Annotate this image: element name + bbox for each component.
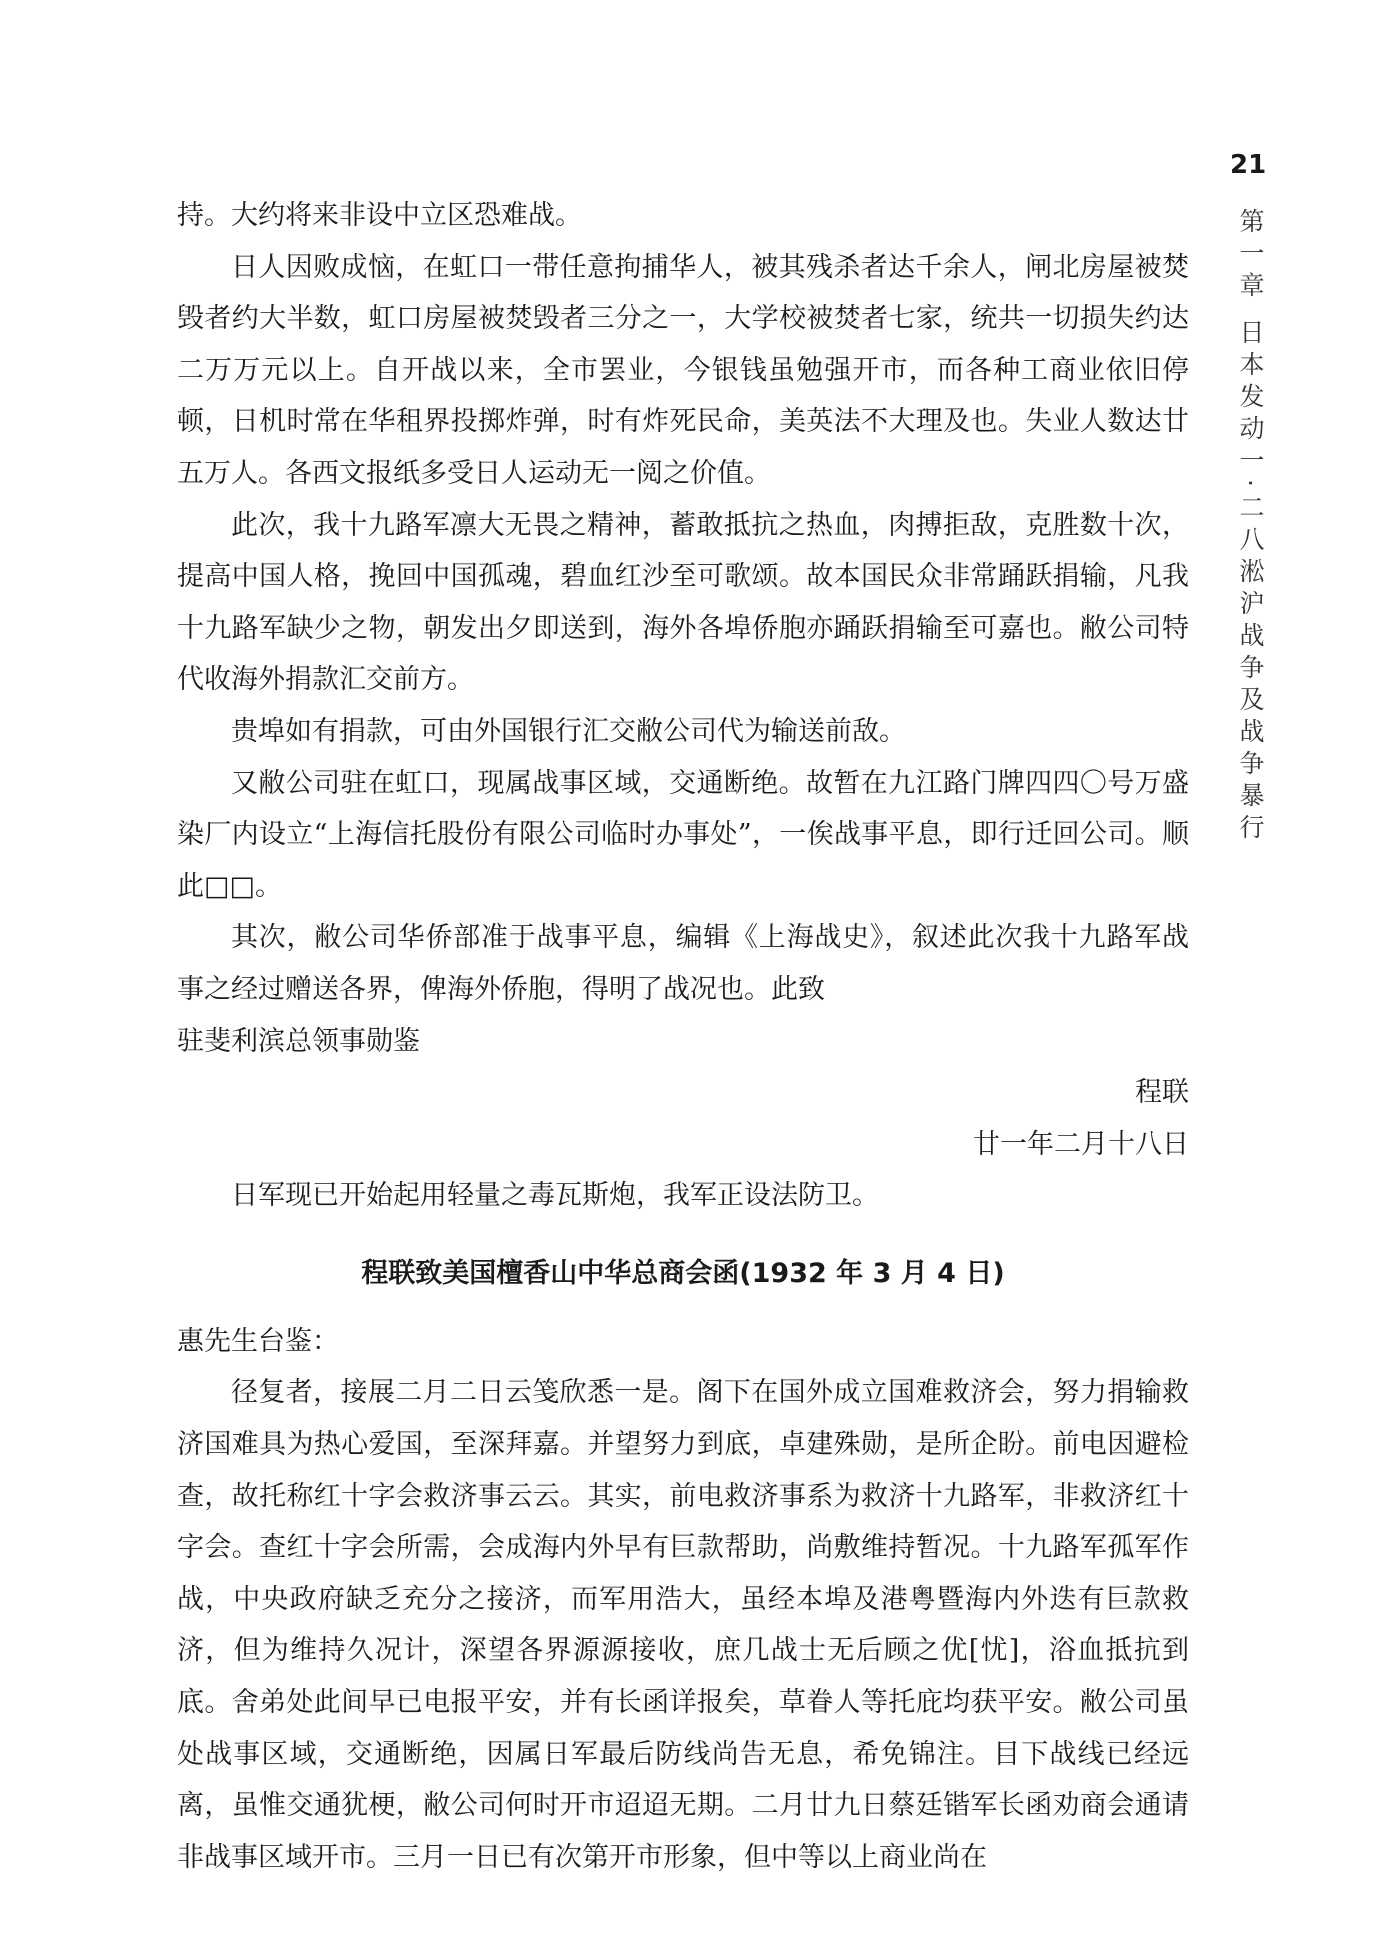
letter1-paragraph: 此次，我十九路军凛大无畏之精神，蓄敢抵抗之热血，肉搏拒敌，克胜数十次，提高中国人格，挽回中国孤魂，碧血红沙至可歌颂。故本国民众非常踊跃捐输，凡我十九路军缺少之物，朝发出夕即送到，海外各埠侨胞亦踊跃捐输至可嘉也。敝公司特代收海外捐款汇交前方。 (177, 509, 1189, 696)
page-number: 21 (1230, 150, 1267, 180)
letter1-recipient: 驻斐利滨总领事勋鉴 (177, 1025, 420, 1057)
letter1-paragraph: 其次，敝公司华侨部准于战事平息，编辑《上海战史》，叙述此次我十九路军战事之经过赠送各界，俾海外侨胞，得明了战况也。此致 (177, 922, 1189, 1005)
letter2-salutation: 惠先生台鉴： (177, 1325, 339, 1357)
letter1-signature: 程联 (1135, 1077, 1189, 1109)
letter1-paragraph: 又敝公司驻在虹口，现属战事区域，交通断绝。故暂在九江路门牌四四〇号万盛染厂内设立“上海信托股份有限公司临时办事处”，一俟战事平息，即行迁回公司。顺此□□。 (177, 767, 1189, 902)
letter1-paragraph: 日人因败成恼，在虹口一带任意拘捕华人，被其残杀者达千余人，闸北房屋被焚毁者约大半数，虹口房屋被焚毁者三分之一，大学校被焚者七家，统共一切损失约达二万万元以上。自开战以来，全市罢业，今银钱虽勉强开市，而各种工商业依旧停顿，日机时常在华租界投掷炸弹，时有炸死民命，美英法不大理及也。失业人数达廿五万人。各西文报纸多受日人运动无一阅之价值。 (177, 251, 1189, 489)
page-body (177, 190, 1189, 1883)
letter1-postscript: 日军现已开始起用轻量之毒瓦斯炮，我军正设法防卫。 (231, 1180, 879, 1212)
letter1-paragraph: 持。大约将来非设中立区恐难战。 (177, 200, 582, 231)
letter1-paragraph: 贵埠如有捐款，可由外国银行汇交敝公司代为输送前敌。 (231, 715, 906, 747)
letter2-heading: 程联致美国檀香山中华总商会函(1932 年 3 月 4 日) (361, 1257, 1005, 1289)
letter1-date: 廿一年二月十八日 (973, 1128, 1189, 1160)
letter2-paragraph: 径复者，接展二月二日云笺欣悉一是。阁下在国外成立国难救济会，努力捐输救济国难具为热心爱国，至深拜嘉。并望努力到底，卓建殊勋，是所企盼。前电因避检查，故托称红十字会救济事云云。其实，前电救济事系为救济十九路军，非救济红十字会。查红十字会所需，会成海内外早有巨款帮助，尚敷维持暂况。十九路军孤军作战，中央政府缺乏充分之接济，而军用浩大，虽经本埠及港粤暨海内外迭有巨款救济，但为维持久况计，深望各界源源接收，庶几战士无后顾之优[忧]，浴血抵抗到底。舍弟处此间早已电报平安，并有长函详报矣，草眷人等托庇均获平安。敝公司虽处战事区域，交通断绝，因属日军最后防线尚告无息，希免锦注。目下战线已经远离，虽惟交通犹梗，敝公司何时开市迢迢无期。二月廿九日蔡廷锴军长函劝商会通请非战事区域开市。三月一日已有次第开市形象，但中等以上商业尚在 (177, 1377, 1189, 1873)
running-head: 第一章 日本发动一·二八淞沪战争及战争暴行 (1236, 208, 1265, 846)
